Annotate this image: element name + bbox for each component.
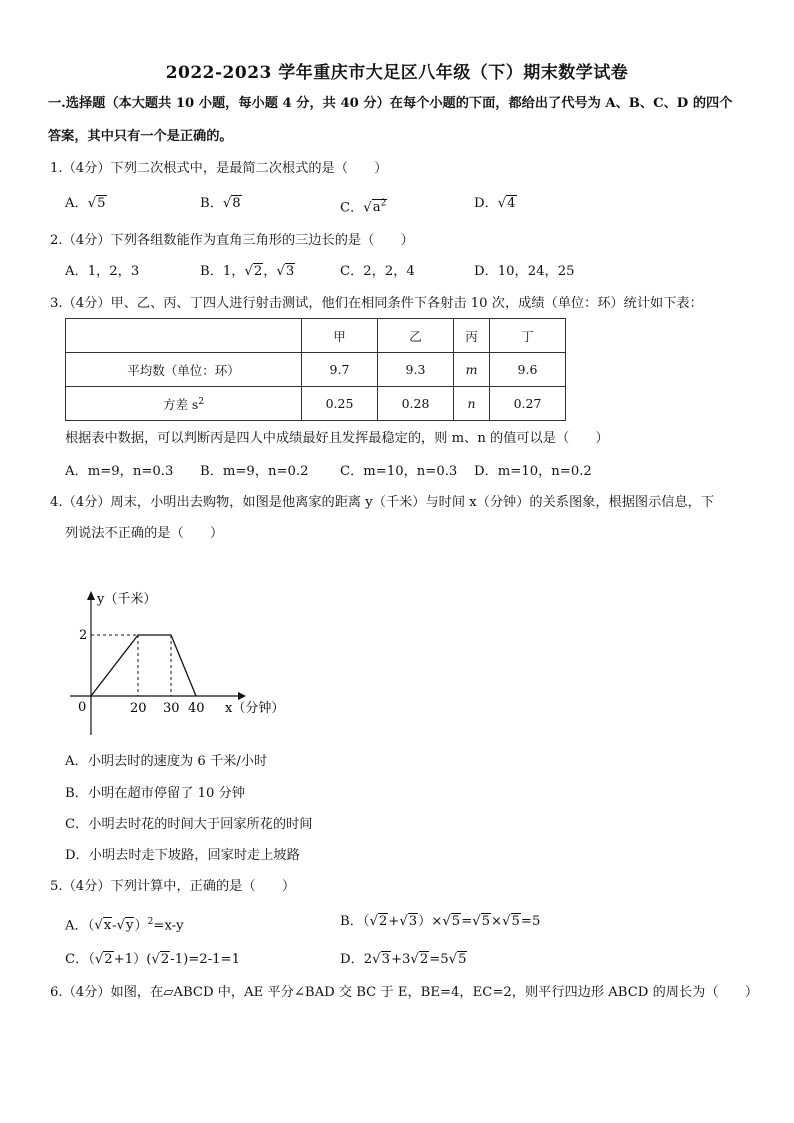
table-row: [66, 387, 566, 421]
section-heading-line1: 一.选择题（本大题共 10 小题，每小题 4 分，共 40 分）在每个小题的下面，都给出了代号为 A、B、C、D 的四个: [48, 96, 733, 111]
q3-option-a: A．m=9，n=0.3: [65, 464, 174, 479]
page-title: 2022-2023 学年重庆市大足区八年级（下）期末数学试卷: [165, 63, 629, 83]
q4-option-c: C．小明去时花的时间大于回家所花的时间: [65, 817, 313, 832]
table-cell: 9.3: [378, 353, 454, 387]
q2-option-b: B．1，√2，√3: [200, 264, 295, 279]
q3-option-b: B．m=9，n=0.2: [200, 464, 309, 479]
table-row-label: 方差 $s^2$: [66, 387, 302, 421]
table-cell: 9.7: [302, 353, 378, 387]
table-header-cell: [66, 319, 302, 353]
x-tick-label: 20: [130, 701, 147, 716]
section-heading-line2: 答案，其中只有一个是正确的。: [48, 129, 233, 144]
q4-stem-line2: 列说法不正确的是（ ）: [65, 526, 224, 541]
q6-stem: 6.（4分）如图，在▱ABCD 中，AE 平分∠BAD 交 BC 于 E，BE=4，EC=2，则平行四边形 ABCD 的周长为（ ）: [50, 985, 759, 1000]
table-header-cell: 乙: [378, 319, 454, 353]
q5-stem: 5.（4分）下列计算中，正确的是（ ）: [50, 879, 296, 894]
q1-option-a: A．√5: [65, 196, 106, 211]
y-axis-arrow: [87, 591, 95, 600]
q2-option-a: A．1，2，3: [65, 264, 140, 279]
table-cell: 0.25: [302, 387, 378, 421]
table-cell: n: [454, 387, 490, 421]
x-axis-label: x（分钟）: [225, 701, 285, 716]
q5-option-d: D．2√3+3√2=5√5: [340, 952, 467, 967]
q4-option-a: A．小明去时的速度为 6 千米/小时: [65, 754, 268, 769]
x-tick-label: 40: [188, 701, 205, 716]
q5-option-b: B．（√2+√3）×√5=√5×√5=5: [340, 914, 541, 929]
table-header-cell: 丙: [454, 319, 490, 353]
q1-stem: 1.（4分）下列二次根式中，是最简二次根式的是（ ）: [50, 161, 388, 176]
q3-stem: 3.（4分）甲、乙、丙、丁四人进行射击测试，他们在相同条件下各射击 10 次，成绩（单位：环）统计如下表：: [50, 296, 703, 311]
q3-followup: 根据表中数据，可以判断丙是四人中成绩最好且发挥最稳定的，则 m、n 的值可以是（ ）: [65, 431, 609, 446]
q4-option-b: B．小明在超市停留了 10 分钟: [65, 786, 245, 801]
q3-score-table: [65, 318, 566, 421]
y-tick-label: 2: [79, 628, 88, 643]
q3-option-d: D．m=10，n=0.2: [474, 464, 592, 479]
q1-option-c: C．$√a^2$: [340, 199, 387, 216]
q2-stem: 2.（4分）下列各组数能作为直角三角形的三边长的是（ ）: [50, 233, 414, 248]
x-axis-arrow: [238, 692, 246, 700]
table-cell: 0.27: [490, 387, 566, 421]
x-tick-label: 30: [163, 701, 180, 716]
graph-line: [91, 635, 196, 696]
q4-stem-line1: 4.（4分）周末，小明出去购物，如图是他离家的距离 y（千米）与时间 x（分钟）的关系图象，根据图示信息，下: [50, 495, 715, 510]
q1-option-d: D．√4: [474, 196, 516, 211]
q4-distance-time-graph: [60, 585, 290, 735]
table-cell: 0.28: [378, 387, 454, 421]
table-cell: 9.6: [490, 353, 566, 387]
q4-option-d: D．小明去时走下坡路，回家时走上坡路: [65, 848, 300, 863]
q2-option-c: C．2，2，4: [340, 264, 415, 279]
table-header-row: [66, 319, 566, 353]
q2-option-d: D．10，24，25: [474, 264, 575, 279]
y-axis-label: y（千米）: [97, 592, 157, 607]
table-cell: m: [454, 353, 490, 387]
table-row-label: 平均数（单位：环）: [66, 353, 302, 387]
table-header-cell: 丁: [490, 319, 566, 353]
origin-label: 0: [78, 700, 87, 715]
q1-option-b: B．√8: [200, 196, 241, 211]
q5-option-a: A．$(√x-√y)^2=x-y$: [65, 917, 184, 934]
q3-option-c: C．m=10，n=0.3: [340, 464, 458, 479]
table-row: [66, 353, 566, 387]
q5-option-c: C．（√2+1）(√2-1)=2-1=1: [65, 952, 240, 967]
table-header-cell: 甲: [302, 319, 378, 353]
